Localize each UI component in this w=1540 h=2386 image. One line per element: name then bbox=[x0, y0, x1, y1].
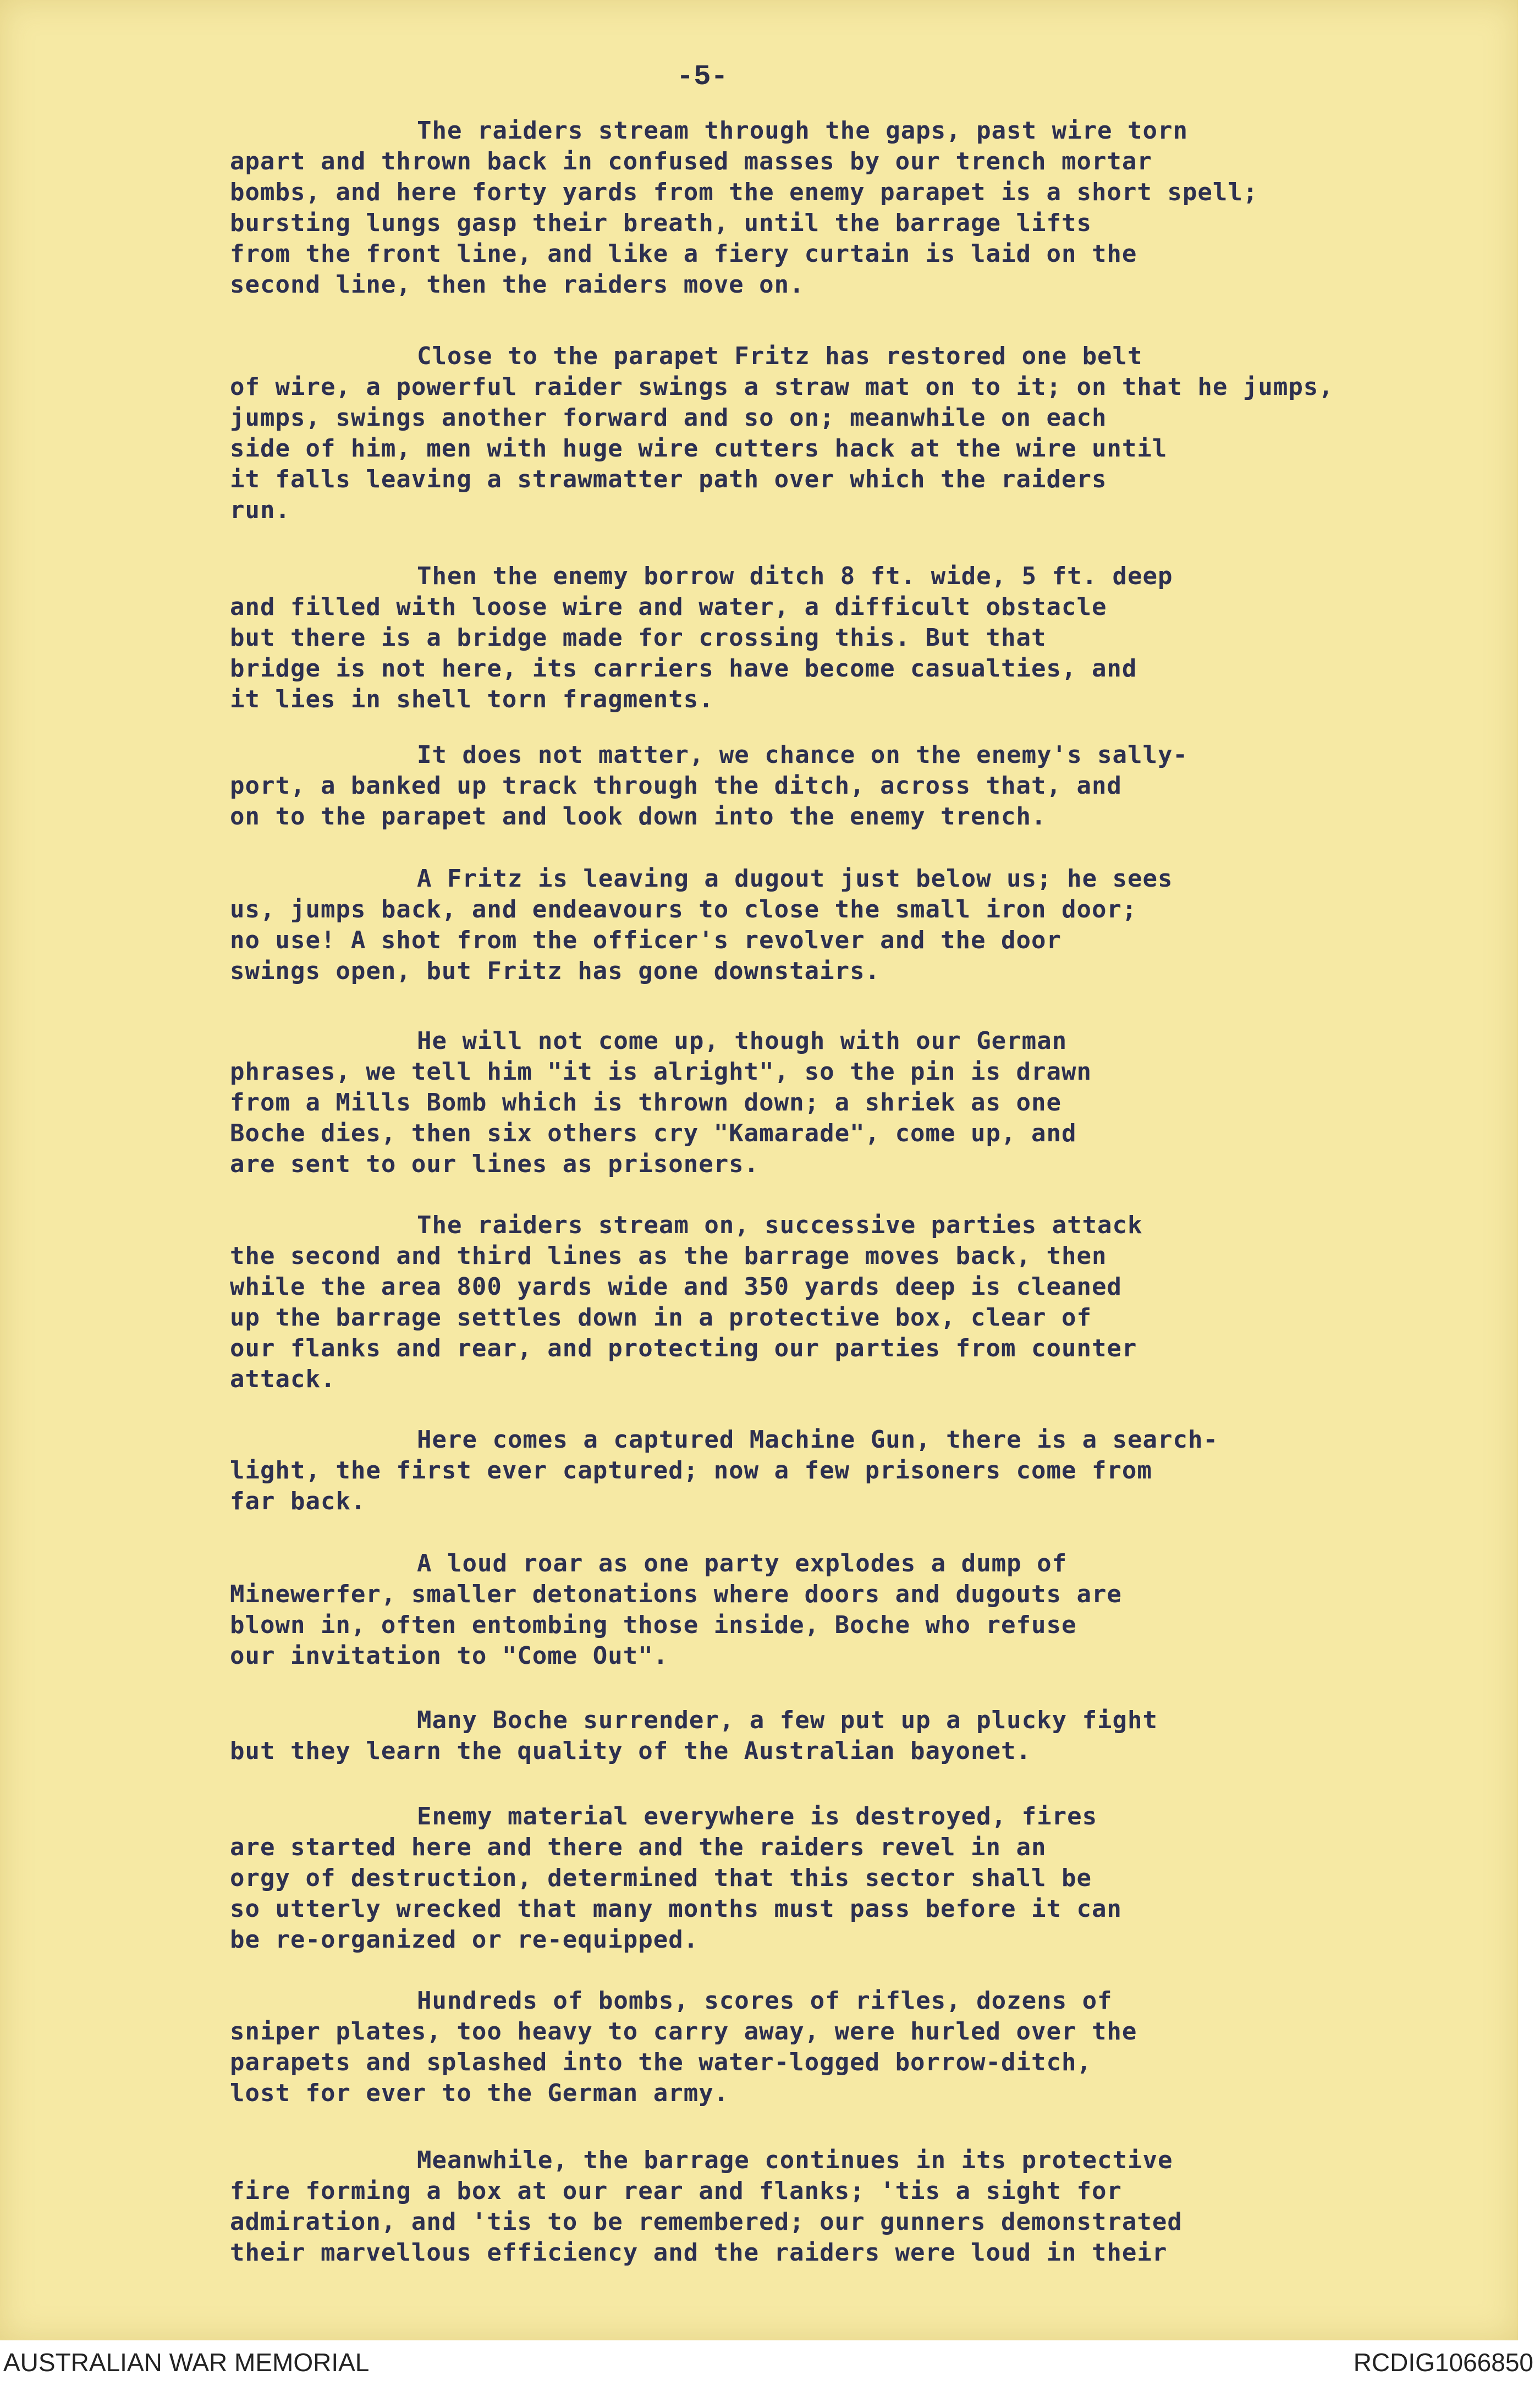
text-line: phrases, we tell him "it is alright", so the pin is drawn bbox=[230, 1058, 1092, 1086]
text-line: far back. bbox=[230, 1487, 366, 1515]
text-line: A loud roar as one party explodes a dump of bbox=[417, 1549, 1068, 1577]
paragraph bbox=[230, 561, 1528, 715]
text-line: admiration, and 'tis to be remembered; our gunners demonstrated bbox=[230, 2208, 1182, 2236]
text-line: up the barrage settles down in a protective box, clear of bbox=[230, 1304, 1092, 1332]
text-line: parapets and splashed into the water-logged borrow-ditch, bbox=[230, 2048, 1092, 2076]
text-line: but they learn the quality of the Australian bayonet. bbox=[230, 1737, 1031, 1765]
paragraph bbox=[230, 1026, 1528, 1180]
paragraph bbox=[230, 1548, 1528, 1672]
text-line: our invitation to "Come Out". bbox=[230, 1642, 669, 1670]
paragraph bbox=[230, 740, 1528, 832]
paragraph bbox=[230, 2145, 1528, 2268]
archive-reference: RCDIG1066850 bbox=[1353, 2348, 1533, 2377]
text-line: attack. bbox=[230, 1365, 336, 1393]
text-line: port, a banked up track through the ditch, across that, and bbox=[230, 772, 1122, 800]
text-line: while the area 800 yards wide and 350 yards deep is cleaned bbox=[230, 1273, 1122, 1301]
text-line: blown in, often entombing those inside, Boche who refuse bbox=[230, 1611, 1077, 1639]
text-line: us, jumps back, and endeavours to close the small iron door; bbox=[230, 895, 1137, 923]
text-line: orgy of destruction, determined that this sector shall be bbox=[230, 1864, 1092, 1892]
text-line: second line, then the raiders move on. bbox=[230, 271, 805, 299]
text-line: their marvellous efficiency and the raiders were loud in their bbox=[230, 2239, 1168, 2267]
text-line: our flanks and rear, and protecting our parties from counter bbox=[230, 1334, 1137, 1362]
text-line: Many Boche surrender, a few put up a plucky fight bbox=[417, 1706, 1158, 1734]
text-line: so utterly wrecked that many months must pass before it can bbox=[230, 1895, 1122, 1923]
paragraph bbox=[230, 1986, 1528, 2109]
text-line: bursting lungs gasp their breath, until the barrage lifts bbox=[230, 209, 1092, 237]
text-line: Here comes a captured Machine Gun, there is a search- bbox=[417, 1426, 1218, 1454]
text-line: but there is a bridge made for crossing this. But that bbox=[230, 624, 1047, 652]
text-line: on to the parapet and look down into the enemy trench. bbox=[230, 802, 1047, 831]
text-line: light, the first ever captured; now a few prisoners come from bbox=[230, 1456, 1152, 1485]
text-line: jumps, swings another forward and so on; meanwhile on each bbox=[230, 404, 1107, 432]
text-line: fire forming a box at our rear and flanks; 'tis a sight for bbox=[230, 2177, 1122, 2205]
text-line: Enemy material everywhere is destroyed, fires bbox=[417, 1802, 1098, 1830]
paragraph bbox=[230, 341, 1528, 526]
text-line: be re-organized or re-equipped. bbox=[230, 1926, 699, 1954]
text-line: bridge is not here, its carriers have become casualties, and bbox=[230, 655, 1137, 683]
text-line: bombs, and here forty yards from the enemy parapet is a short spell; bbox=[230, 178, 1258, 206]
text-line: of wire, a powerful raider swings a straw mat on to it; on that he jumps, bbox=[230, 373, 1334, 401]
text-line: Boche dies, then six others cry "Kamarade", come up, and bbox=[230, 1119, 1077, 1147]
paragraph bbox=[230, 1210, 1528, 1395]
text-line: it lies in shell torn fragments. bbox=[230, 685, 714, 713]
archive-credit: AUSTRALIAN WAR MEMORIAL bbox=[3, 2348, 370, 2377]
paragraph bbox=[230, 116, 1528, 300]
text-line: apart and thrown back in confused masses by our trench mortar bbox=[230, 147, 1152, 175]
text-line: lost for ever to the German army. bbox=[230, 2079, 729, 2107]
paragraph bbox=[230, 1425, 1528, 1517]
text-line: are started here and there and the raiders revel in an bbox=[230, 1833, 1047, 1861]
text-line: it falls leaving a strawmatter path over which the raiders bbox=[230, 465, 1107, 493]
text-line: Minewerfer, smaller detonations where doors and dugouts are bbox=[230, 1580, 1122, 1608]
text-line: run. bbox=[230, 496, 290, 524]
text-line: are sent to our lines as prisoners. bbox=[230, 1150, 760, 1178]
paragraph bbox=[230, 1801, 1528, 1955]
text-line: Close to the parapet Fritz has restored one belt bbox=[417, 342, 1143, 370]
text-line: It does not matter, we chance on the enemy's sally- bbox=[417, 741, 1189, 769]
paragraph bbox=[230, 1705, 1528, 1767]
text-line: the second and third lines as the barrage moves back, then bbox=[230, 1242, 1107, 1270]
text-line: from the front line, and like a fiery curtain is laid on the bbox=[230, 240, 1137, 268]
text-line: side of him, men with huge wire cutters hack at the wire until bbox=[230, 435, 1168, 463]
text-line: Meanwhile, the barrage continues in its protective bbox=[417, 2146, 1173, 2174]
text-line: swings open, but Fritz has gone downstairs. bbox=[230, 957, 881, 985]
text-line: He will not come up, though with our German bbox=[417, 1027, 1068, 1055]
text-line: no use! A shot from the officer's revolver and the door bbox=[230, 926, 1062, 954]
text-line: Hundreds of bombs, scores of rifles, dozens of bbox=[417, 1987, 1113, 2015]
text-line: The raiders stream on, successive parties attack bbox=[417, 1211, 1143, 1239]
text-line: and filled with loose wire and water, a difficult obstacle bbox=[230, 593, 1107, 621]
text-line: The raiders stream through the gaps, past wire torn bbox=[417, 117, 1189, 145]
text-line: from a Mills Bomb which is thrown down; a shriek as one bbox=[230, 1088, 1062, 1117]
paragraph bbox=[230, 864, 1528, 987]
text-line: sniper plates, too heavy to carry away, were hurled over the bbox=[230, 2017, 1137, 2046]
text-line: A Fritz is leaving a dugout just below us; he sees bbox=[417, 865, 1173, 893]
page-number: -5- bbox=[676, 61, 728, 93]
text-line: Then the enemy borrow ditch 8 ft. wide, 5 ft. deep bbox=[417, 562, 1173, 590]
